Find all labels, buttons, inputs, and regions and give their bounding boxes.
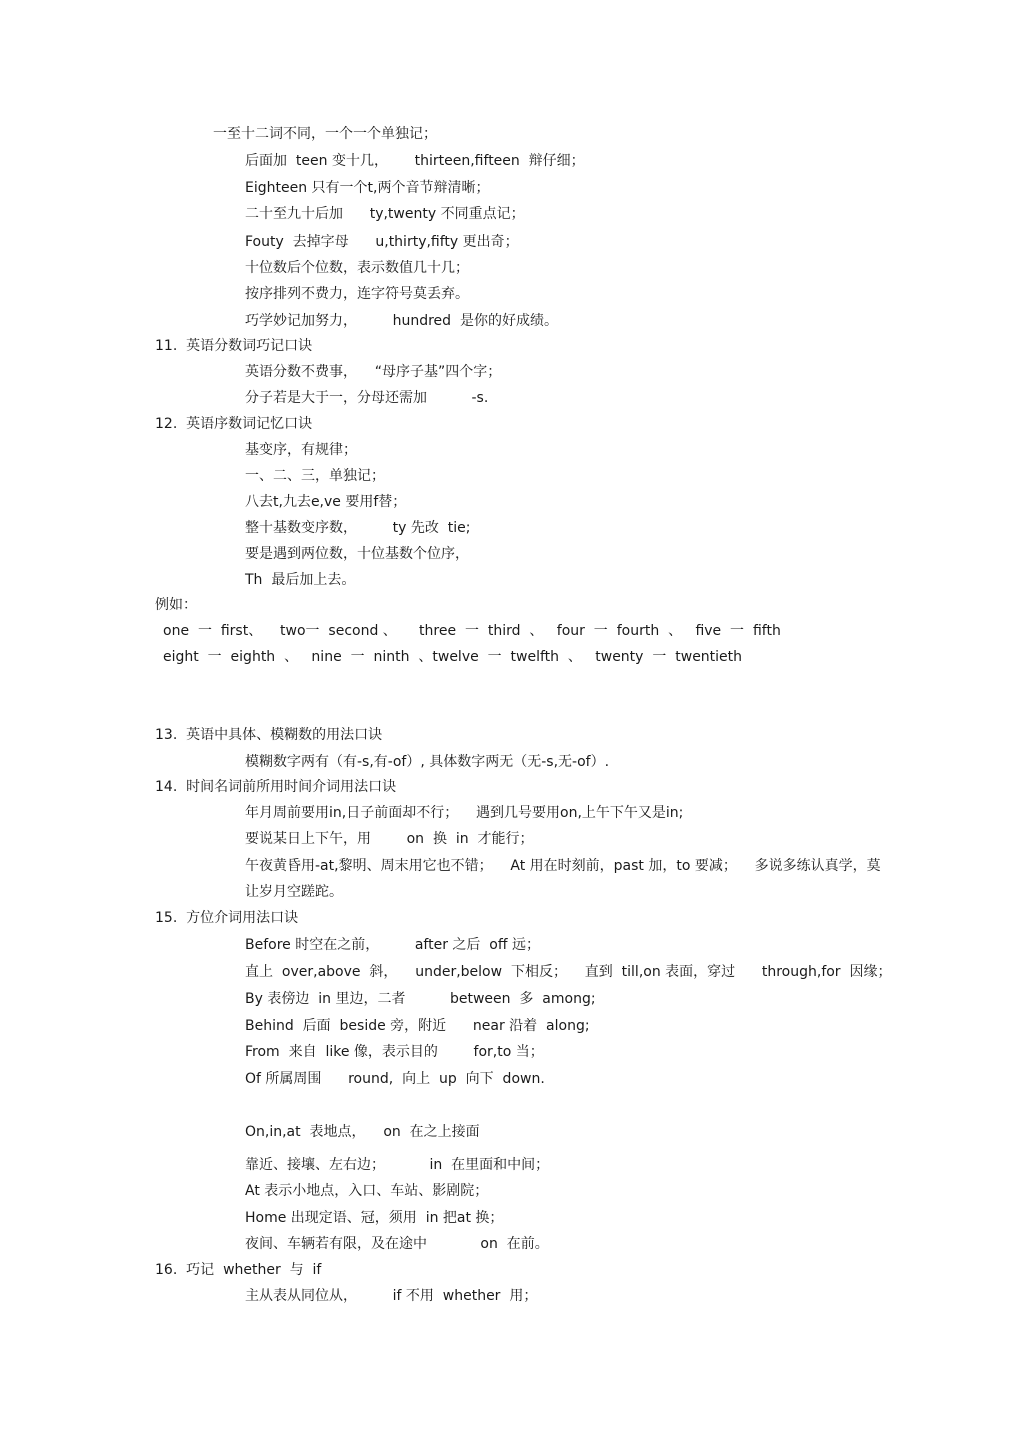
poem-line: By 表傍边 in 里边，二者 between 多 among;: [245, 991, 596, 1007]
poem-line: 基变序，有规律；: [245, 442, 357, 458]
poem-line: 按序排列不费力，连字符号莫丢弃。: [245, 286, 469, 302]
poem-line: 二十至九十后加 ty,twenty 不同重点记；: [245, 206, 525, 222]
poem-line: Before 时空在之前， after 之后 off 远；: [245, 937, 540, 953]
example-line: one 一 first、 two一 second 、 three 一 third 、 four 一 fourth 、 five 一 fifth: [163, 623, 781, 639]
poem-line: 要是遇到两位数，十位基数个位序，: [245, 546, 469, 562]
poem-line: 后面加 teen 变十几， thirteen,fifteen 辩仔细；: [245, 153, 585, 169]
poem-line: 巧学妙记加努力， hundred 是你的好成绩。: [245, 313, 558, 329]
poem-line: 靠近、接壤、左右边； in 在里面和中间；: [245, 1157, 550, 1173]
example-label: 例如：: [155, 597, 197, 613]
poem-line: 夜间、车辆若有限，及在途中 on 在前。: [245, 1236, 549, 1252]
poem-line: 模糊数字两有（有-s,有-of）, 具体数字两无（无-s,无-of）.: [245, 754, 610, 770]
poem-line: Eighteen 只有一个t,两个音节辩清晰；: [245, 180, 490, 196]
poem-line: At 表示小地点，入口、车站、影剧院；: [245, 1183, 489, 1199]
section-heading-13: 13. 英语中具体、模糊数的用法口诀: [155, 727, 383, 743]
poem-line: 英语分数不费事， “母序子基”四个字；: [245, 364, 502, 380]
poem-line: 十位数后个位数，表示数值几十几；: [245, 260, 469, 276]
poem-line: Of 所属周围 round, 向上 up 向下 down.: [245, 1071, 545, 1087]
poem-line: 主从表从同位从， if 不用 whether 用；: [245, 1288, 538, 1304]
poem-line: Th 最后加上去。: [245, 572, 356, 588]
poem-line: 年月周前要用in,日子前面却不行； 遇到几号要用on,上午下午又是in;: [245, 805, 684, 821]
poem-line: 要说某日上下午，用 on 换 in 才能行；: [245, 831, 534, 847]
section-heading-12: 12. 英语序数词记忆口诀: [155, 416, 313, 432]
poem-line: 午夜黄昏用-at,黎明、周末用它也不错； At 用在时刻前，past 加，to 要减； 多说多练认真学，莫: [245, 858, 881, 874]
section-heading-11: 11. 英语分数词巧记口诀: [155, 338, 313, 354]
poem-line: Home 出现定语、冠，须用 in 把at 换；: [245, 1210, 504, 1226]
section-heading-16: 16. 巧记 whether 与 if: [155, 1262, 322, 1278]
poem-line: 八去t,九去e,ve 要用f替；: [245, 494, 407, 510]
poem-line: 整十基数变序数， ty 先改 tie;: [245, 520, 471, 536]
poem-line: On,in,at 表地点， on 在之上接面: [245, 1124, 480, 1140]
poem-line: Behind 后面 beside 旁，附近 near 沿着 along;: [245, 1018, 590, 1034]
poem-line: 分子若是大于一，分母还需加 -s.: [245, 390, 489, 406]
poem-line: 直上 over,above 斜， under,below 下相反； 直到 till,on 表面，穿过 through,for 因缘；: [245, 964, 892, 980]
poem-line: Fouty 去掉字母 u,thirty,fifty 更出奇；: [245, 234, 519, 250]
poem-line: 让岁月空蹉跎。: [245, 884, 343, 900]
poem-line: 一、二、三，单独记；: [245, 468, 385, 484]
example-line: eight 一 eighth 、 nine 一 ninth 、twelve 一 twelfth 、 twenty 一 twentieth: [163, 649, 743, 665]
section-heading-14: 14. 时间名词前所用时间介词用法口诀: [155, 779, 397, 795]
poem-line: 一至十二词不同，一个一个单独记；: [213, 126, 437, 142]
section-heading-15: 15. 方位介词用法口诀: [155, 910, 299, 926]
poem-line: From 来自 like 像，表示目的 for,to 当；: [245, 1044, 544, 1060]
